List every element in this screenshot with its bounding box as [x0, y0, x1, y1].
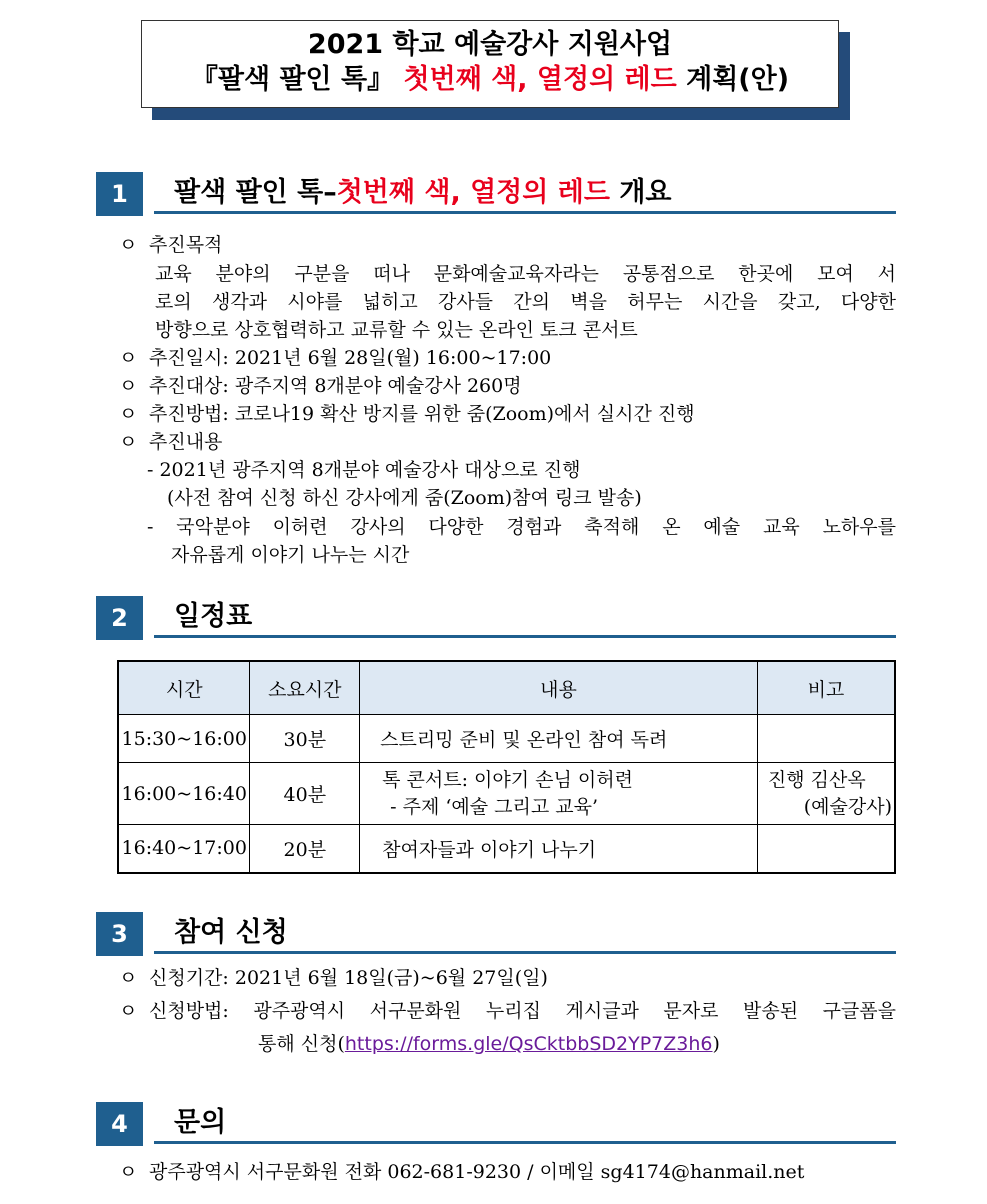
bullet: ㅇ — [119, 347, 138, 369]
purpose-line: 방향으로 상호협력하고 교류할 수 있는 온라인 토크 콘서트 — [155, 319, 638, 341]
target-text: 추진대상: 광주지역 8개분야 예술강사 260명 — [149, 375, 522, 397]
schedule-table — [117, 660, 896, 874]
cell-time: 16:00~16:40 — [118, 763, 250, 825]
table-row — [118, 715, 895, 763]
section-number: 1 — [96, 172, 143, 216]
section-number: 4 — [96, 1102, 143, 1146]
section-2-header — [96, 596, 896, 640]
section-heading — [174, 175, 672, 211]
table-row — [118, 763, 895, 825]
cell-note — [757, 825, 895, 873]
heading-part: 팔색 팔인 톡– — [174, 177, 337, 208]
note-main: 진행 김산옥 — [767, 768, 866, 791]
bullet: ㅇ — [119, 967, 138, 989]
content-label: 추진내용 — [149, 431, 223, 453]
method-text: 추진방법: 코로나19 확산 방지를 위한 줌(Zoom)에서 실시간 진행 — [149, 403, 695, 425]
cell-time: 16:40~17:00 — [118, 825, 250, 873]
bullet: ㅇ — [119, 1161, 138, 1183]
date-text: 추진일시: 2021년 6월 28일(월) 16:00~17:00 — [149, 347, 552, 369]
apply-method-suffix: ) — [712, 1033, 720, 1055]
cell-duration: 20분 — [250, 825, 360, 873]
title-suffix: 계획(안) — [686, 64, 790, 95]
target-line — [119, 372, 522, 400]
bullet: ㅇ — [119, 1000, 138, 1022]
content-label-line — [119, 428, 222, 456]
google-form-link[interactable]: https://forms.gle/QsCktbbSD2YP7Z3h6 — [344, 1033, 713, 1055]
section-3-header — [96, 912, 896, 956]
content-line: - 국악분야 이허련 강사의 다양한 경험과 축적해 온 예술 교육 노하우를 — [147, 516, 896, 538]
content-line: - 2021년 광주지역 8개분야 예술강사 대상으로 진행 — [147, 459, 581, 481]
title-highlight: 첫번째 색, 열정의 레드 — [403, 64, 677, 95]
bullet: ㅇ — [119, 431, 138, 453]
header-duration: 소요시간 — [250, 661, 360, 715]
title-line2 — [142, 62, 838, 98]
content-line: 자유롭게 이야기 나누는 시간 — [171, 544, 410, 566]
section-1-header — [96, 172, 896, 216]
apply-period-text: 신청기간: 2021년 6월 18일(금)~6월 27일(일) — [149, 967, 548, 989]
apply-method-prefix: 통해 신청( — [258, 1033, 345, 1055]
bullet: ㅇ — [119, 375, 138, 397]
header-note: 비고 — [757, 661, 895, 715]
section-number: 3 — [96, 912, 143, 956]
cell-duration: 40분 — [250, 763, 360, 825]
document-title — [141, 20, 839, 108]
title-line1: 2021 학교 예술강사 지원사업 — [307, 29, 673, 60]
content-sub: - 주제 ‘예술 그리고 교육’ — [390, 795, 598, 818]
bullet: ㅇ — [119, 234, 138, 256]
note-sub: (예술강사) — [803, 795, 892, 818]
apply-method-line2 — [258, 1030, 720, 1058]
cell-time: 15:30~16:00 — [118, 715, 250, 763]
method-line — [119, 400, 695, 428]
apply-method-text: 신청방법: 광주광역시 서구문화원 누리집 게시글과 문자로 발송된 구글폼을 — [149, 1000, 896, 1022]
header-time: 시간 — [118, 661, 250, 715]
cell-duration: 30분 — [250, 715, 360, 763]
section-4-header — [96, 1102, 896, 1146]
section-heading: 일정표 — [174, 601, 253, 632]
apply-period-line — [119, 964, 548, 992]
section-rule — [154, 1141, 896, 1144]
cell-content: 참여자들과 이야기 나누기 — [360, 825, 758, 873]
table-row — [118, 825, 895, 873]
date-line — [119, 344, 551, 372]
section-rule — [154, 211, 896, 214]
content-line: (사전 참여 신청 하신 강사에게 줌(Zoom)참여 링크 발송) — [167, 487, 642, 509]
purpose-label-line — [119, 231, 222, 259]
contact-line — [119, 1158, 804, 1186]
header-content: 내용 — [360, 661, 758, 715]
heading-part: 개요 — [609, 177, 672, 208]
heading-highlight: 첫번째 색, 열정의 레드 — [336, 177, 610, 208]
section-heading: 참여 신청 — [174, 917, 288, 948]
cell-content: 스트리밍 준비 및 온라인 참여 독려 — [360, 715, 758, 763]
purpose-line: 교육 분야의 구분을 떠나 문화예술교육자라는 공통점으로 한곳에 모여 서 — [155, 263, 896, 285]
cell-note — [757, 715, 895, 763]
section-rule — [154, 951, 896, 954]
title-program-name: 『팔색 팔인 톡』 — [190, 64, 395, 95]
cell-content — [360, 763, 758, 825]
content-main: 톡 콘서트: 이야기 손님 이허련 — [382, 768, 633, 791]
cell-note — [757, 763, 895, 825]
section-rule — [154, 635, 896, 638]
section-number: 2 — [96, 596, 143, 640]
contact-text: 광주광역시 서구문화원 전화 062-681-9230 / 이메일 sg4174@hanmail.net — [149, 1161, 805, 1183]
apply-method-line — [119, 997, 896, 1025]
bullet: ㅇ — [119, 403, 138, 425]
purpose-line: 로의 생각과 시야를 넓히고 강사들 간의 벽을 허무는 시간을 갖고, 다양한 — [155, 291, 896, 313]
purpose-label: 추진목적 — [149, 234, 223, 256]
table-header-row — [118, 661, 895, 715]
section-heading: 문의 — [174, 1107, 227, 1138]
